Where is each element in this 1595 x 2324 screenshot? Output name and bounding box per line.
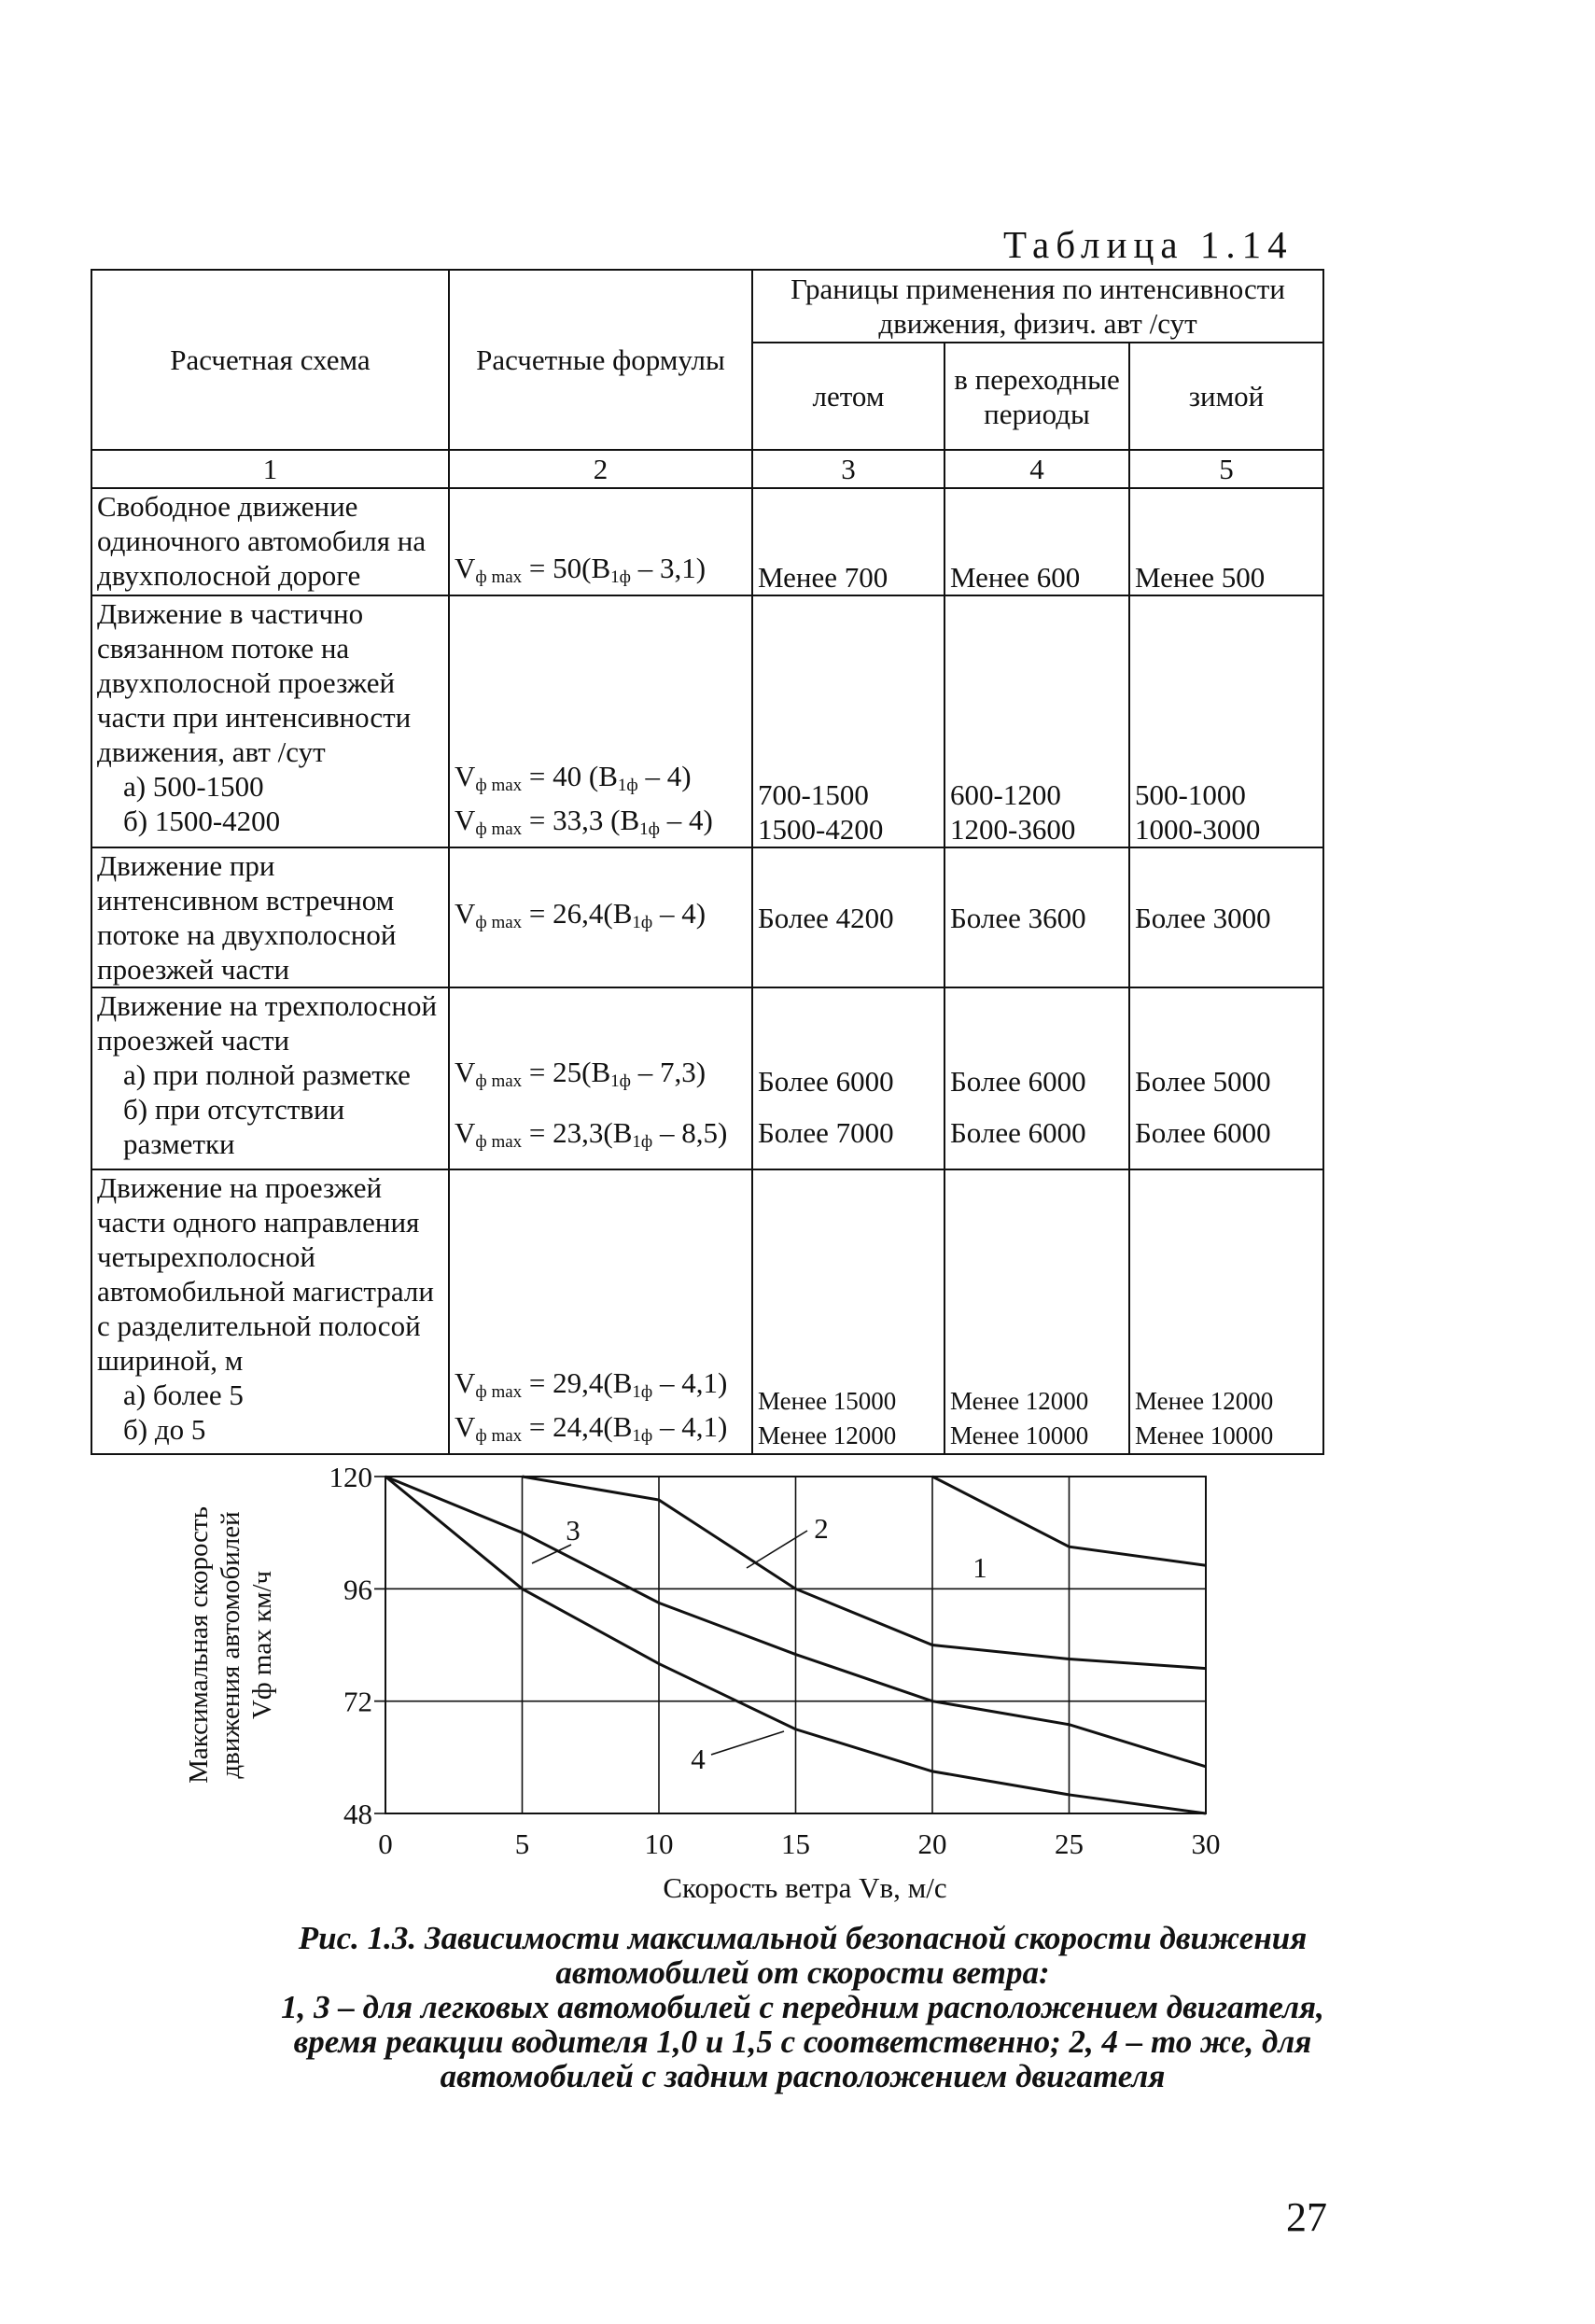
value-a: Более 6000 (758, 1064, 894, 1098)
value-a: Более 6000 (950, 1064, 1086, 1098)
y-axis-label-line: Максимальная скорость (184, 1506, 214, 1784)
header-formulas: Расчетные формулы (449, 270, 752, 450)
option-a-label: а) 500-1500 (123, 770, 264, 803)
header-scheme: Расчетная схема (91, 270, 449, 450)
option-b-label: б) при отсутствии разметки (123, 1093, 345, 1160)
value-b: 1500-4200 (758, 813, 884, 846)
formula-cell: $V_{ф max} = 50(B_{1ф} - 3,1)$ (449, 488, 752, 595)
caption-line: Рис. 1.3. Зависимости максимальной безопасной скорости движения (298, 1920, 1308, 1956)
summer-cell: Более 4200 (752, 847, 944, 987)
value-a: Менее 12000 (950, 1387, 1089, 1415)
y-axis-label (184, 1506, 277, 1784)
series-line-2 (523, 1477, 1207, 1669)
formula-b: $V_{ф max} = 23,3(B_{1ф} - 8,5)$ (455, 1115, 728, 1152)
header-transition: в переходные периоды (944, 343, 1129, 450)
scheme-cell: Свободное движение одиночного автомобиля на двухполосной дороге (91, 488, 449, 595)
winter-cell: Менее 500 (1129, 488, 1323, 595)
x-tick-label: 10 (644, 1827, 674, 1860)
option-b-label: б) 1500-4200 (123, 805, 281, 837)
y-axis-label-line: движения автомобилей (216, 1511, 245, 1779)
value-a: 700-1500 (758, 778, 869, 811)
formula-a: $V_{ф max} = 40$ $(B_{1ф} - 4)$ (455, 760, 692, 795)
table-caption: Таблица 1.14 (1003, 223, 1294, 266)
value-b: Менее 10000 (950, 1421, 1089, 1449)
header-summer: летом (752, 343, 944, 450)
series-annotation: 3 (566, 1514, 581, 1547)
value-b: 1200-3600 (950, 813, 1076, 846)
col-number: 4 (944, 450, 1129, 488)
caption-line: 1, 3 – для легковых автомобилей с передним расположением двигателя, (281, 1989, 1324, 2025)
scheme-text: Движение на проезжей части одного направления четырехполосной автомобильной магистрали с разделительной полосой шириной, м (97, 1171, 434, 1377)
summer-cell: Менее 700 (752, 488, 944, 595)
x-tick-label: 30 (1191, 1827, 1221, 1860)
series-annotation: 4 (691, 1743, 706, 1775)
series-annotation: 1 (972, 1551, 987, 1584)
y-tick-label: 96 (343, 1573, 372, 1606)
col-number: 2 (449, 450, 752, 488)
value-a: Менее 15000 (758, 1387, 897, 1415)
formula-a: $V_{ф max} = 29,4(B_{1ф} - 4,1)$ (455, 1366, 728, 1402)
formula-cell: $V_{ф max} = 26,4(B_{1ф} - 4)$ (449, 847, 752, 987)
transition-cell: Более 3600 (944, 847, 1129, 987)
formula-b: $V_{ф max} = 24,4(B_{1ф} - 4,1)$ (455, 1410, 728, 1446)
option-a-label: а) при полной разметке (123, 1058, 411, 1091)
formula-a: $V_{ф max} = 25(B_{1ф} - 7,3)$ (455, 1055, 707, 1091)
x-tick-label: 5 (514, 1827, 530, 1860)
y-tick-label: 72 (343, 1685, 372, 1718)
value-a: 600-1200 (950, 778, 1061, 811)
formula-b: $V_{ф max} = 33,3$ $(B_{1ф} - 4)$ (455, 804, 713, 839)
x-tick-label: 0 (378, 1827, 393, 1860)
y-axis-label-line: Vф max км/ч (247, 1570, 277, 1720)
series-annotation: 2 (814, 1512, 829, 1545)
figure-caption (84, 1921, 1521, 2093)
caption-line: автомобилей от скорости ветра: (555, 1954, 1050, 1991)
transition-cell: Менее 600 (944, 488, 1129, 595)
scheme-text: Движение в частично связанном потоке на двухполосной проезжей части при интенсивности движения, авт /сут (97, 597, 412, 768)
value-b: Более 6000 (1135, 1115, 1271, 1149)
x-axis-label: Скорость ветра Vв, м/с (663, 1871, 947, 1904)
annotation-leader (711, 1731, 784, 1755)
caption-line: автомобилей с задним расположением двигателя (440, 2058, 1166, 2094)
value-a: 500-1000 (1135, 778, 1246, 811)
header-winter: зимой (1129, 343, 1323, 450)
col-number: 5 (1129, 450, 1323, 488)
value-b: Более 7000 (758, 1115, 894, 1149)
y-tick-label: 48 (343, 1798, 372, 1830)
value-b: Менее 10000 (1135, 1421, 1274, 1449)
value-b: Менее 12000 (758, 1421, 897, 1449)
value-b: 1000-3000 (1135, 813, 1261, 846)
value-a: Менее 12000 (1135, 1387, 1274, 1415)
winter-cell: Более 3000 (1129, 847, 1323, 987)
page-number: 27 (1286, 2194, 1327, 2240)
annotation-leader (747, 1531, 807, 1568)
scheme-cell: Движение при интенсивном встречном потоке на двухполосной проезжей части (91, 847, 449, 987)
scheme-text: Движение на трехполосной проезжей части (97, 989, 438, 1057)
x-tick-label: 20 (917, 1827, 947, 1860)
col-number: 1 (91, 450, 449, 488)
value-a: Более 5000 (1135, 1064, 1271, 1098)
option-b-label: б) до 5 (123, 1413, 206, 1446)
x-tick-label: 15 (781, 1827, 810, 1860)
value-b: Более 6000 (950, 1115, 1086, 1149)
caption-line: время реакции водителя 1,0 и 1,5 с соответственно; 2, 4 – то же, для (293, 2023, 1312, 2060)
header-limits: Границы применения по интенсивности движения, физич. авт /сут (752, 270, 1323, 343)
col-number: 3 (752, 450, 944, 488)
x-tick-label: 25 (1055, 1827, 1084, 1860)
option-a-label: а) более 5 (123, 1379, 244, 1411)
y-tick-label: 120 (329, 1461, 372, 1493)
